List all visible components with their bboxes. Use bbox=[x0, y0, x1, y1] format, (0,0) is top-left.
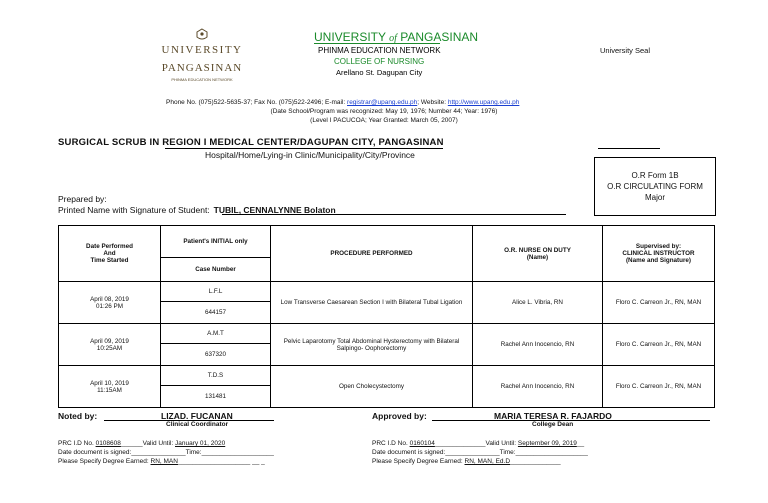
logo-tagline: PHINMA EDUCATION NETWORK bbox=[171, 77, 233, 82]
approved-prc-number: 0160104 bbox=[409, 440, 435, 447]
college-name: COLLEGE OF NURSING bbox=[334, 57, 425, 66]
university-logo bbox=[160, 26, 244, 84]
printed-name-label: Printed Name with Signature of Student: bbox=[58, 205, 210, 215]
cell-nurse: Alice L. Vibria, RN bbox=[473, 282, 603, 324]
noted-degree-line: Please Specify Degree Earned: RN, MAN____________________ __ _ bbox=[58, 458, 265, 465]
university-name: UNIVERSITY of PANGASINAN bbox=[314, 30, 479, 44]
header-initial: Patient's INITIAL only bbox=[161, 226, 271, 258]
logo-text-pangasinan: PANGASINAN bbox=[161, 62, 243, 74]
form-name: O.R CIRCULATING FORM bbox=[607, 182, 703, 191]
student-name-line bbox=[222, 214, 566, 215]
header-nurse: O.R. NURSE ON DUTY (Name) bbox=[473, 226, 603, 282]
cell-procedure: Pelvic Laparotomy Total Abdominal Hysterectomy with Bilateral Salpingo- Oophorectomy bbox=[271, 324, 473, 366]
table-row bbox=[59, 324, 715, 344]
recognition-line: (Date School/Program was recognized: May 19, 1976; Number 44; Year: 1976) bbox=[270, 108, 498, 115]
contact-info: Phone No. (075)522-5635-37; Fax No. (075)522-2496; E-mail: registrar@upang.edu.ph; Website: http://www.upang.edu.ph bbox=[166, 99, 520, 106]
header-date: Date Performed And Time Started bbox=[59, 226, 161, 282]
table-header-row bbox=[59, 226, 715, 258]
noted-degree: RN, MAN bbox=[150, 458, 178, 465]
noted-by-role: Clinical Coordinator bbox=[166, 421, 229, 428]
cell-nurse: Rachel Ann Inocencio, RN bbox=[473, 366, 603, 408]
cell-instructor: Floro C. Carreon Jr., RN, MAN bbox=[603, 282, 715, 324]
noted-by-name: LIZAD. FUCANAN bbox=[161, 411, 233, 421]
header-procedure: PROCEDURE PERFORMED bbox=[271, 226, 473, 282]
form-category: Major bbox=[644, 193, 665, 202]
table-row bbox=[59, 282, 715, 302]
noted-by-label: Noted by: bbox=[58, 411, 98, 421]
noted-signed-line: Date document is signed:_______________Time:____________________ bbox=[58, 449, 274, 456]
form-title: SURGICAL SCRUB IN REGION I MEDICAL CENTER/DAGUPAN CITY, PANGASINAN bbox=[58, 137, 444, 148]
email-link[interactable]: registrar@upang.edu.ph bbox=[347, 99, 418, 106]
logo-text-university: UNIVERSITY bbox=[161, 44, 243, 56]
network-name: PHINMA EDUCATION NETWORK bbox=[318, 46, 441, 55]
procedure-table bbox=[58, 225, 715, 408]
student-name: TUBIL, CENNALYNNE Bolaton bbox=[213, 205, 336, 215]
approved-signed-line: Date document is signed:_______________Time:____________________ bbox=[372, 449, 588, 456]
approved-degree: RN, MAN, Ed.D bbox=[464, 458, 511, 465]
cell-date: April 08, 2019 01:26 PM bbox=[59, 282, 161, 324]
cell-instructor: Floro C. Carreon Jr., RN, MAN bbox=[603, 324, 715, 366]
university-seal-label: University Seal bbox=[600, 46, 651, 55]
noted-prc-line: PRC I.D No. 0108608______Valid Until: January 01, 2020 bbox=[58, 440, 226, 447]
title-blank-line bbox=[598, 148, 660, 149]
approved-degree-line: Please Specify Degree Earned: RN, MAN, Ed.D______________ bbox=[372, 458, 561, 465]
crest-icon bbox=[194, 28, 210, 42]
cell-date: April 10, 2019 11:15AM bbox=[59, 366, 161, 408]
university-underline bbox=[314, 43, 440, 44]
cell-instructor: Floro C. Carreon Jr., RN, MAN bbox=[603, 366, 715, 408]
noted-prc-number: 0108608 bbox=[95, 440, 121, 447]
cell-initials: L.F.L bbox=[161, 282, 271, 302]
approved-by-role: College Dean bbox=[532, 421, 574, 428]
website-link[interactable]: http://www.upang.edu.ph bbox=[447, 99, 520, 106]
prepared-by-label: Prepared by: bbox=[58, 194, 107, 204]
cell-date: April 09, 2019 10:25AM bbox=[59, 324, 161, 366]
approved-prc-line: PRC I.D No. 0160104______________Valid Until: September 09, 2019__ bbox=[372, 440, 585, 447]
cell-procedure: Low Transverse Caesarean Section I with Bilateral Tubal Ligation bbox=[271, 282, 473, 324]
header-case-number: Case Number bbox=[161, 258, 271, 282]
cell-nurse: Rachel Ann Inocencio, RN bbox=[473, 324, 603, 366]
cell-procedure: Open Cholecystectomy bbox=[271, 366, 473, 408]
header-supervisor: Supervised by: CLINICAL INSTRUCTOR (Name and Signature) bbox=[603, 226, 715, 282]
accreditation-line: (Level I PACUCOA; Year Granted: March 05, 2007) bbox=[310, 117, 458, 124]
cell-case-number: 644157 bbox=[161, 302, 271, 324]
approved-valid-until: September 09, 2019 bbox=[517, 440, 577, 447]
cell-case-number: 131481 bbox=[161, 386, 271, 408]
form-subtitle: Hospital/Home/Lying-in Clinic/Municipality/City/Province bbox=[205, 150, 415, 160]
form-number: O.R Form 1B bbox=[631, 171, 679, 180]
cell-initials: A.M.T bbox=[161, 324, 271, 344]
approved-by-name: MARIA TERESA R. FAJARDO bbox=[494, 411, 612, 421]
title-underline bbox=[165, 148, 443, 149]
cell-case-number: 637320 bbox=[161, 344, 271, 366]
noted-valid-until: January 01, 2020 bbox=[175, 440, 226, 447]
college-address: Arellano St. Dagupan City bbox=[336, 68, 423, 77]
approved-by-label: Approved by: bbox=[372, 411, 427, 421]
cell-initials: T.D.S bbox=[161, 366, 271, 386]
form-type-box bbox=[594, 157, 716, 216]
table-row bbox=[59, 366, 715, 386]
